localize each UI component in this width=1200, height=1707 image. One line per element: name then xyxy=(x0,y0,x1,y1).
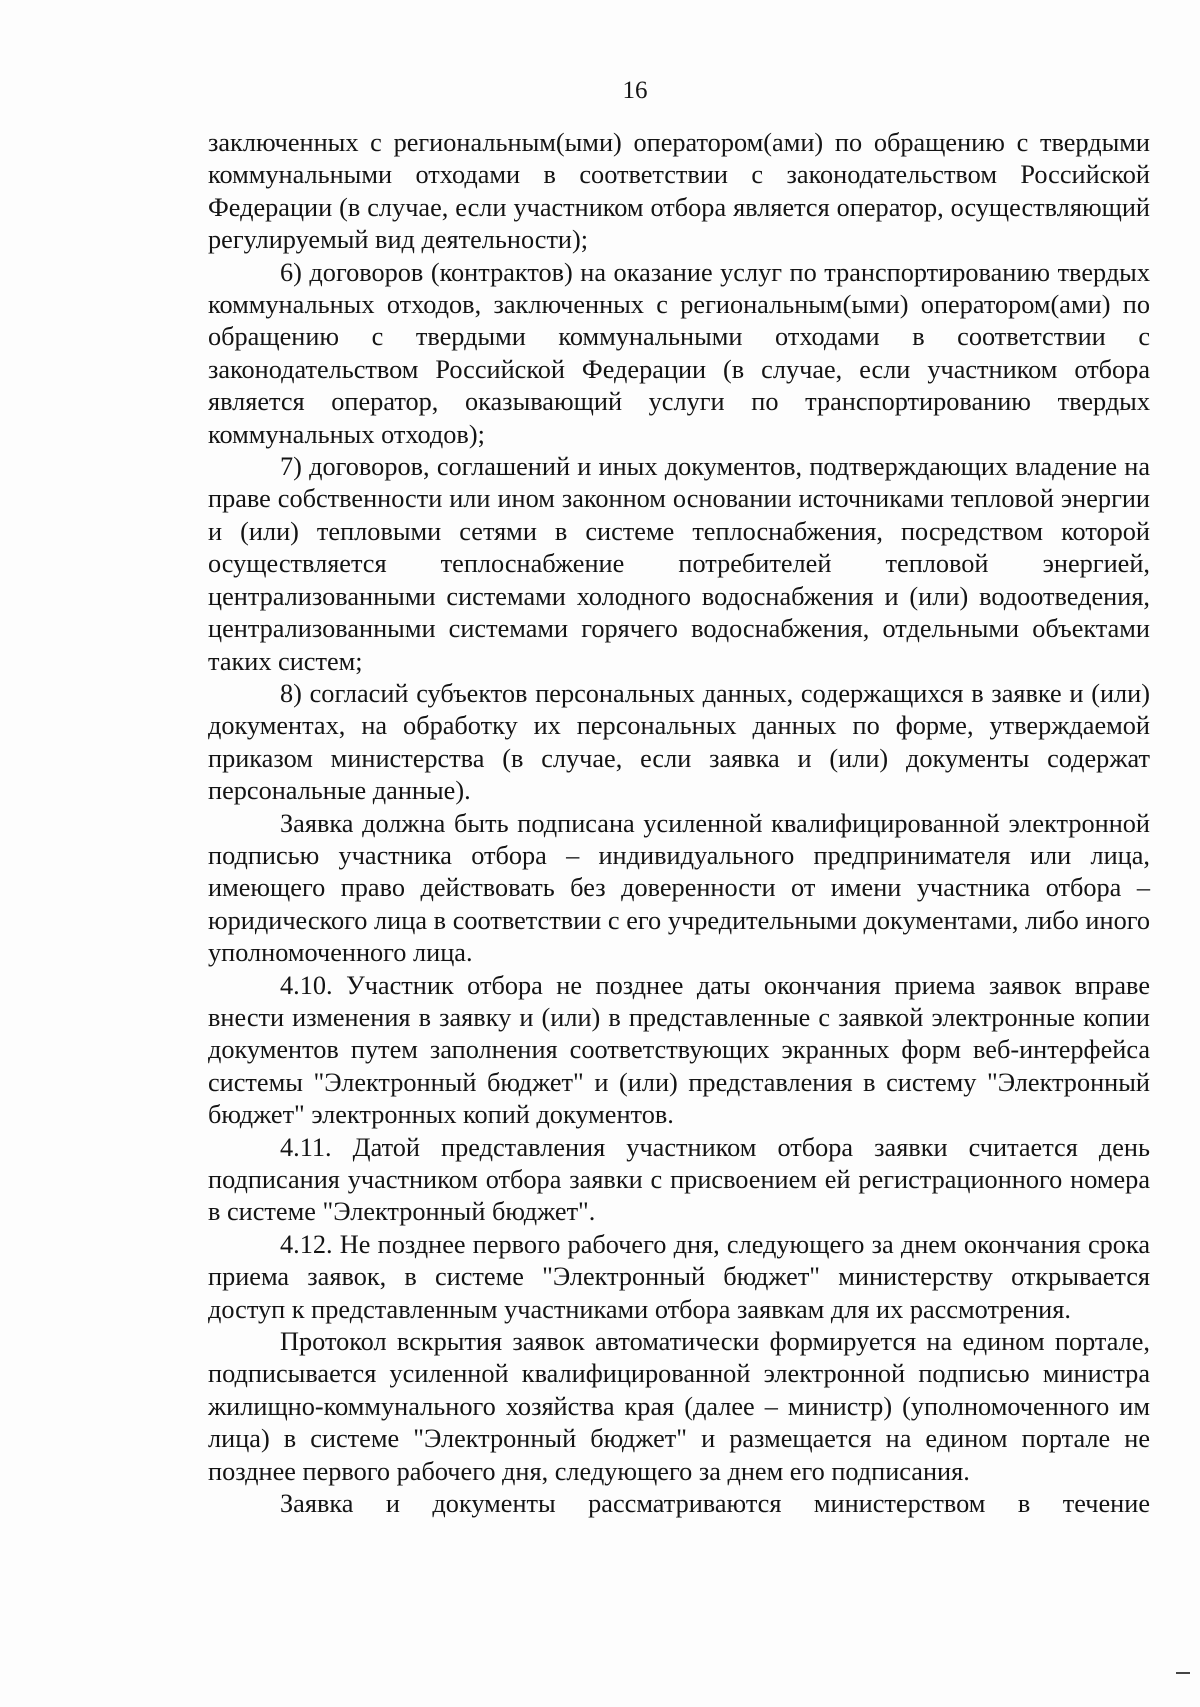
paragraph-1: заключенных с региональным(ыми) оператором(ами) по обращению с твердыми коммунальными отходами в соответствии с законодательством Российской Федерации (в случае, если участником отбора является оператор, осуществляющий регулируемый вид деятельности); xyxy=(208,128,1150,255)
paragraph-4-10: 4.10. Участник отбора не позднее даты окончания приема заявок вправе внести изменения в заявку и (или) в представленные с заявкой электронные копии документов путем заполнения соответствующих экранных форм веб-интерфейса системы "Электронный бюджет" и (или) представления в систему "Электронный бюджет" электронных копий документов. xyxy=(208,970,1150,1130)
paragraph-signature-requirement: Заявка должна быть подписана усиленной квалифицированной электронной подписью участника отбора – индивидуального предпринимателя или лица, имеющего право действовать без доверенности от имени участника отбора – юридического лица в соответствии с его учредительными документами, либо иного уполномоченного лица. xyxy=(208,808,1150,968)
document-body xyxy=(208,127,1150,1520)
paragraph-4-12: 4.12. Не позднее первого рабочего дня, следующего за днем окончания срока приема заявок, в системе "Электронный бюджет" министерству открывается доступ к представленным участниками отбора заявкам для их рассмотрения. xyxy=(208,1229,1150,1324)
paragraph-item-7: 7) договоров, соглашений и иных документов, подтверждающих владение на праве собственности или ином законном основании источниками тепловой энергии и (или) тепловыми сетями в системе теплоснабжения, посредством которой осуществляется теплоснабжение потребителей тепловой энергией, централизованными системами холодного водоснабжения и (или) водоотведения, централизованными системами горячего водоснабжения, отдельными объектами таких систем; xyxy=(208,452,1150,676)
paragraph-item-8: 8) согласий субъектов персональных данных, содержащихся в заявке и (или) документах, на обработку их персональных данных по форме, утверждаемой приказом министерства (в случае, если заявка и (или) документы содержат персональные данные). xyxy=(208,678,1150,806)
paragraph-4-11: 4.11. Датой представления участником отбора заявки считается день подписания участником отбора заявки с присвоением ей регистрационного номера в системе "Электронный бюджет". xyxy=(208,1132,1150,1227)
paragraph-opening-protocol: Протокол вскрытия заявок автоматически формируется на едином портале, подписывается усиленной квалифицированной электронной подписью министра жилищно-коммунального хозяйства края (далее – министр) (уполномоченного им лица) в системе "Электронный бюджет" и размещается на едином портале не позднее первого рабочего дня, следующего за днем его подписания. xyxy=(208,1327,1150,1486)
paragraph-review-period: Заявка и документы рассматриваются министерством в течение xyxy=(280,1489,1150,1519)
page-number: 16 xyxy=(622,77,648,104)
paragraph-item-6: 6) договоров (контрактов) на оказание услуг по транспортированию твердых коммунальных отходов, заключенных с региональным(ыми) оператором(ами) по обращению с твердыми коммунальными отходами в соответствии с законодательством Российской Федерации (в случае, если участником отбора является оператор, оказывающий услуги по транспортированию твердых коммунальных отходов); xyxy=(208,257,1150,449)
scan-edge-mark xyxy=(1176,1672,1190,1674)
